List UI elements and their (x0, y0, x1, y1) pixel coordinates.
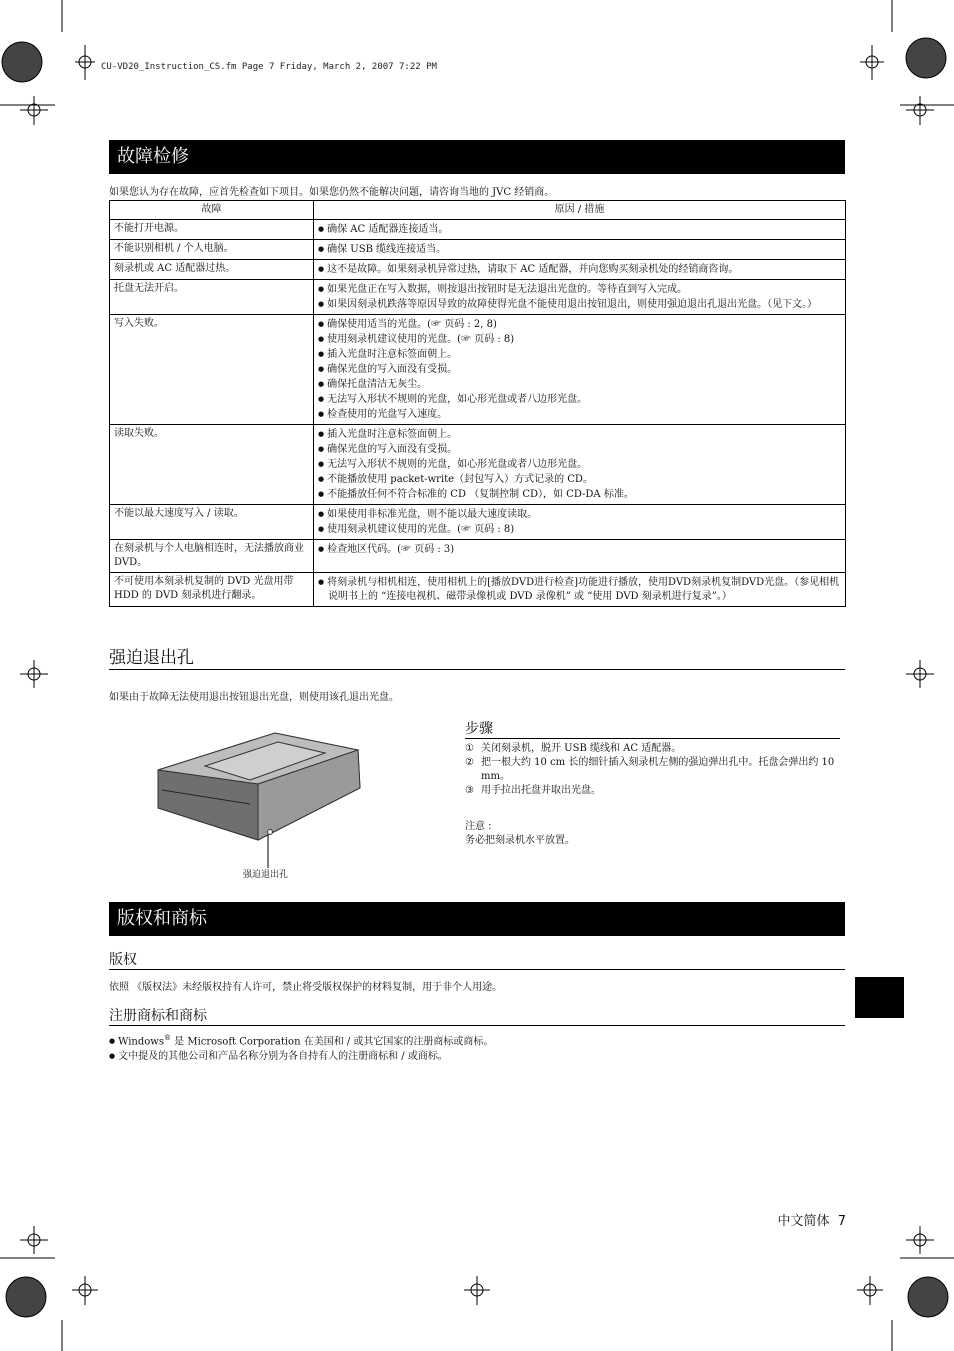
step-text: 关闭刻录机，脱开 USB 缆线和 AC 适配器。 (481, 743, 682, 754)
solution-item: ● 插入光盘时注意标签面朝上。 (318, 427, 841, 442)
solution-cell (314, 540, 846, 573)
table-row (110, 240, 846, 260)
col-problem-header: 故障 (110, 201, 314, 220)
table-row (110, 573, 846, 607)
solution-item: ● 将刻录机与相机相连，使用相机上的[播放DVD进行检查]功能进行播放，使用DVD刻录机复制DVD光盘。（参见相机说明书上的 “连接电视机、磁带录像机或 DVD 录像机” 或 “使用 DVD 刻录机进行复录”。） (318, 575, 841, 604)
solution-item: ● 如果使用非标准光盘，则不能以最大速度读取。 (318, 507, 841, 522)
step-text: 用手拉出托盘并取出光盘。 (481, 785, 601, 796)
page-footer (777, 1210, 846, 1229)
force-eject-intro: 如果由于故障无法使用退出按钮退出光盘，则使用该孔退出光盘。 (109, 692, 399, 703)
page-number: 7 (837, 1214, 846, 1229)
solution-cell (314, 573, 846, 607)
copyright-title: 版权 (109, 951, 845, 970)
solution-item: ● 插入光盘时注意标签面朝上。 (318, 347, 841, 362)
troubleshooting-rows (110, 220, 846, 607)
force-eject-title: 强迫退出孔 (109, 647, 845, 670)
solution-cell (314, 240, 846, 260)
problem-cell: 不能识别相机 / 个人电脑。 (110, 240, 314, 260)
problem-cell: 写入失败。 (110, 315, 314, 425)
problem-cell: 托盘无法开启。 (110, 280, 314, 315)
solution-item: ● 确保使用适当的光盘。(☞ 页码 : 2, 8) (318, 317, 841, 332)
solution-item: ● 检查使用的光盘写入速度。 (318, 407, 841, 422)
table-row (110, 260, 846, 280)
problem-cell: 不能打开电源。 (110, 220, 314, 240)
solution-item: ● 确保 AC 适配器连接适当。 (318, 222, 841, 237)
solution-item: ● 不能播放使用 packet-write（封包写入）方式记录的 CD。 (318, 472, 841, 487)
solution-cell (314, 280, 846, 315)
trademark-item: ● 文中提及的其他公司和产品名称分别为各自持有人的注册商标和 / 或商标。 (109, 1049, 845, 1064)
solution-item: ● 使用刻录机建议使用的光盘。(☞ 页码 : 8) (318, 332, 841, 347)
table-row (110, 315, 846, 425)
table-row (110, 220, 846, 240)
section-bar-copyright: 版权和商标 (109, 902, 845, 936)
problem-cell: 在刻录机与个人电脑相连时，无法播放商业 DVD。 (110, 540, 314, 573)
solution-cell (314, 260, 846, 280)
problem-cell: 不能以最大速度写入 / 读取。 (110, 505, 314, 540)
leader-line (260, 830, 290, 870)
troubleshooting-table (109, 200, 846, 607)
force-eject-hole-label: 强迫退出孔 (243, 870, 289, 880)
section-bar-troubleshooting: 故障检修 (109, 140, 845, 174)
troubleshooting-intro: 如果您认为存在故障，应首先检查如下项目。如果您仍然不能解决问题，请咨询当地的 JVC 经销商。 (109, 187, 555, 198)
solution-item: ● 无法写入形状不规则的光盘，如心形光盘或者八边形光盘。 (318, 392, 841, 407)
solution-item: ● 如果光盘正在写入数据，则按退出按钮时是无法退出光盘的。等待直到写入完成。 (318, 282, 841, 297)
steps-list (465, 742, 840, 798)
trademark-title: 注册商标和商标 (109, 1007, 845, 1026)
note-text: 务必把刻录机水平放置。 (465, 835, 575, 846)
step-item (465, 756, 840, 784)
table-row (110, 540, 846, 573)
solution-item: ● 确保托盘清洁无灰尘。 (318, 377, 841, 392)
problem-cell: 刻录机或 AC 适配器过热。 (110, 260, 314, 280)
solution-item: ● 检查地区代码。(☞ 页码 : 3) (318, 542, 841, 557)
col-solution-header: 原因 / 措施 (314, 201, 846, 220)
solution-cell (314, 315, 846, 425)
step-item (465, 742, 840, 756)
table-row (110, 425, 846, 505)
solution-cell (314, 220, 846, 240)
solution-cell (314, 425, 846, 505)
solution-item: ● 不能播放任何不符合标准的 CD （复制控制 CD），如 CD-DA 标准。 (318, 487, 841, 502)
table-row (110, 505, 846, 540)
step-item (465, 784, 840, 798)
page-language-label: 中文简体 (777, 1214, 830, 1229)
chapter-tab (855, 977, 904, 1018)
solution-item: ● 这不是故障。如果刻录机异常过热，请取下 AC 适配器，并向您购买刻录机处的经销商咨询。 (318, 262, 841, 277)
step-number: ③ (465, 785, 474, 796)
solution-item: ● 无法写入形状不规则的光盘，如心形光盘或者八边形光盘。 (318, 457, 841, 472)
trademark-item: ● Windows® 是 Microsoft Corporation 在美国和 / 或其它国家的注册商标或商标。 (109, 1031, 845, 1049)
file-header: CU-VD20_Instruction_CS.fm Page 7 Friday, March 2, 2007 7:22 PM (101, 62, 437, 72)
solution-item: ● 使用刻录机建议使用的光盘。(☞ 页码 : 8) (318, 522, 841, 537)
problem-cell: 读取失败。 (110, 425, 314, 505)
step-text: 把一根大约 10 cm 长的细针插入刻录机左侧的强迫弹出孔中。托盘会弹出约 10 mm。 (481, 757, 835, 782)
solution-item: ● 确保光盘的写入面没有受损。 (318, 362, 841, 377)
solution-item: ● 如果因刻录机跌落等原因导致的故障使得光盘不能使用退出按钮退出，则使用强迫退出孔退出光盘。（见下文。） (318, 297, 841, 312)
step-number: ① (465, 743, 474, 754)
note-label: 注意 : (465, 821, 492, 832)
steps-title: 步骤 (465, 720, 840, 739)
table-row (110, 280, 846, 315)
solution-item: ● 确保 USB 缆线连接适当。 (318, 242, 841, 257)
step-number: ② (465, 757, 474, 768)
solution-cell (314, 505, 846, 540)
problem-cell: 不可使用本刻录机复制的 DVD 光盘用带 HDD 的 DVD 刻录机进行翻录。 (110, 573, 314, 607)
trademark-list (109, 1031, 845, 1064)
copyright-text: 依照 《版权法》未经版权持有人许可，禁止将受版权保护的材料复制，用于非个人用途。 (109, 982, 503, 993)
solution-item: ● 确保光盘的写入面没有受损。 (318, 442, 841, 457)
